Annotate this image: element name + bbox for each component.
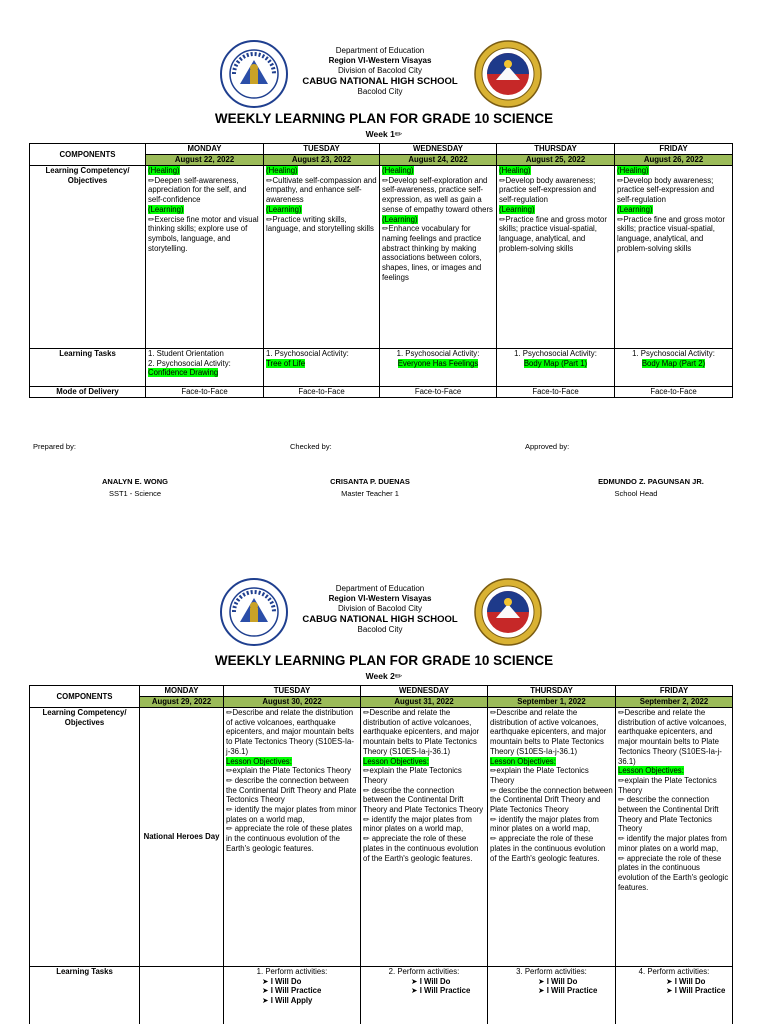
- department-line: Department of Education: [335, 584, 425, 593]
- date-cell: September 1, 2022: [488, 697, 616, 708]
- learning-tag: (Learning): [266, 204, 302, 214]
- competency-label: Learning Competency/ Objectives: [30, 708, 140, 967]
- pencil-icon: ✏: [148, 214, 155, 224]
- arrow-icon: ➤: [411, 986, 420, 996]
- lesson-objectives-tag: Lesson Objectives:: [618, 766, 684, 776]
- prepared-role: SST1 - Science: [108, 489, 162, 498]
- task-item: 2. Perform activities:: [388, 967, 460, 976]
- task-item: 1. Psychosocial Activity:: [514, 349, 597, 358]
- pencil-icon: ✏: [490, 785, 497, 795]
- competency-text: Describe and relate the distribution of active volcanoes, earthquake epicenters, and major mountain belts to Plate Tectonics Theory (S10ES-Ia-j-36.1): [363, 708, 480, 756]
- date-cell: August 29, 2022: [140, 697, 224, 708]
- task-cell: [361, 967, 488, 1024]
- task-cell-empty: [140, 967, 224, 1024]
- school-name: CABUG NATIONAL HIGH SCHOOL: [302, 614, 458, 625]
- learning-objective: Practice fine and gross motor skills; practice visual-spatial, language, analytical, and problem-solving skills: [617, 214, 725, 253]
- objective-item: identify the major plates from minor plates on a world map,: [490, 814, 599, 834]
- pencil-icon: ✏: [266, 214, 273, 224]
- activity-name: Everyone Has Feelings: [397, 358, 479, 368]
- learning-objective: Practice fine and gross motor skills; practice visual-spatial, language, analytical, and problem-solving skills: [499, 214, 607, 253]
- objective-item: identify the major plates from minor plates on a world map,: [226, 805, 357, 824]
- day-tuesday: TUESDAY: [224, 686, 361, 697]
- prepared-by-label: Prepared by:: [33, 442, 76, 451]
- approved-role: School Head: [614, 489, 658, 498]
- day-monday: MONDAY: [140, 686, 224, 697]
- mode-cell: Face-to-Face: [380, 387, 497, 398]
- task-cell: [615, 349, 733, 387]
- lesson-objectives-tag: Lesson Objectives:: [490, 756, 556, 766]
- learning-tag: (Learning): [617, 204, 653, 214]
- tasks-row: [30, 967, 733, 1024]
- mode-cell: Face-to-Face: [497, 387, 615, 398]
- learning-objective: Exercise fine motor and visual thinking skills; explore use of symbols, language, and storytelling.: [148, 214, 259, 253]
- task-sub-label: I Will Do: [270, 976, 302, 986]
- date-cell: August 30, 2022: [224, 697, 361, 708]
- healing-tag: (Healing): [499, 166, 531, 175]
- competency-cell: [224, 708, 361, 967]
- competency-cell: [146, 166, 264, 349]
- date-cell: August 22, 2022: [146, 155, 264, 166]
- pencil-icon: ✏: [618, 834, 625, 844]
- task-sub-label: I Will Practice: [674, 986, 726, 996]
- competency-text: Describe and relate the distribution of active volcanoes, earthquake epicenters, and major mountain belts to Plate Tectonics Theory (S10ES-Ia-j-36.1): [618, 708, 727, 766]
- healing-tag: (Healing): [148, 166, 180, 175]
- pencil-icon: ✏: [617, 214, 624, 224]
- task-item: 1. Perform activities:: [256, 967, 328, 976]
- date-cell: August 23, 2022: [264, 155, 380, 166]
- pencil-icon: ✏: [226, 708, 233, 717]
- city-line: Bacolod City: [357, 87, 403, 96]
- task-cell: [264, 349, 380, 387]
- holiday-cell: National Heroes Day: [140, 708, 224, 967]
- mode-cell: Face-to-Face: [146, 387, 264, 398]
- tasks-label: Learning Tasks: [30, 349, 146, 387]
- competency-text: Describe and relate the distribution of active volcanoes, earthquake epicenters, and major mountain belts to Plate Tectonics Theory (S10ES-Ia-j-36.1): [226, 708, 354, 756]
- day-header-row: [30, 144, 733, 155]
- task-item: 1. Psychosocial Activity:: [266, 349, 349, 358]
- task-cell: [616, 967, 733, 1024]
- letterhead-text: [280, 584, 480, 635]
- task-sub-item: [363, 977, 485, 987]
- learning-objective: Practice writing skills, language, and storytelling skills: [266, 214, 374, 234]
- task-item: 4. Perform activities:: [638, 967, 710, 976]
- task-item: 1. Psychosocial Activity:: [396, 349, 480, 358]
- school-seal-icon: [474, 578, 542, 646]
- school-seal-icon: [474, 40, 542, 108]
- healing-objective: Deepen self-awareness, appreciation for the self, and self-confidence: [148, 175, 247, 205]
- competency-cell: [497, 166, 615, 349]
- pencil-icon: ✏: [618, 775, 625, 785]
- day-friday: FRIDAY: [616, 686, 733, 697]
- pencil-icon: ✏: [382, 224, 389, 234]
- activity-name: Body Map (Part 2): [641, 358, 706, 368]
- competency-cell: [361, 708, 488, 967]
- task-sub-label: I Will Do: [546, 976, 578, 986]
- letterhead-text: [280, 46, 480, 97]
- deped-seal-icon: [220, 578, 288, 646]
- arrow-icon: ➤: [262, 996, 271, 1006]
- day-friday: FRIDAY: [615, 144, 733, 155]
- competency-cell: [264, 166, 380, 349]
- pencil-icon: ✏: [490, 766, 497, 776]
- pencil-icon: ✏: [490, 708, 497, 717]
- competency-row: [30, 708, 733, 967]
- pencil-icon: ✏: [618, 853, 625, 863]
- pencil-icon: ✏: [363, 814, 370, 824]
- arrow-icon: ➤: [262, 976, 271, 986]
- pencil-icon: ✏: [618, 795, 625, 805]
- pencil-icon: ✏: [266, 175, 273, 185]
- task-cell: [380, 349, 497, 387]
- day-thursday: THURSDAY: [497, 144, 615, 155]
- checked-role: Master Teacher 1: [341, 489, 399, 498]
- competency-cell: [488, 708, 616, 967]
- task-sub-item: [618, 977, 730, 987]
- objective-item: describe the connection between the Continental Drift Theory and Plate Tectonics Theory: [226, 775, 357, 805]
- task-item: 1. Psychosocial Activity:: [632, 349, 715, 358]
- day-wednesday: WEDNESDAY: [361, 686, 488, 697]
- objective-item: describe the connection between the Continental Drift Theory and Plate Tectonics Theory: [490, 785, 613, 815]
- objective-item: appreciate the role of these plates in the continuous evolution of the Earth's geologic features.: [363, 834, 479, 863]
- healing-objective: Develop self-exploration and self-awareness, practice self-expression, as well as gain a sense of empathy toward others: [382, 175, 493, 214]
- week-number: Week 2: [365, 671, 395, 681]
- arrow-icon: ➤: [666, 986, 675, 996]
- task-sub-item: [226, 977, 358, 987]
- date-cell: August 26, 2022: [615, 155, 733, 166]
- mode-label: Mode of Delivery: [30, 387, 146, 398]
- healing-objective: Develop body awareness; practice self-expression and self-regulation: [499, 175, 597, 205]
- arrow-icon: ➤: [411, 976, 420, 986]
- mode-row: [30, 387, 733, 398]
- pencil-icon: ✏: [617, 175, 624, 185]
- learning-tag: (Learning): [382, 214, 418, 224]
- competency-text: Describe and relate the distribution of active volcanoes, earthquake epicenters, and major mountain belts to Plate Tectonics Theory (S10ES-Ia-j-36.1): [490, 708, 607, 756]
- task-sub-label: I Will Practice: [546, 986, 598, 996]
- learning-tag: (Learning): [499, 204, 535, 214]
- task-sub-label: I Will Practice: [270, 986, 322, 996]
- city-line: Bacolod City: [357, 625, 403, 634]
- competency-cell: [616, 708, 733, 967]
- tasks-label: Learning Tasks: [30, 967, 140, 1024]
- pencil-icon: ✏: [490, 834, 497, 844]
- arrow-icon: ➤: [538, 976, 547, 986]
- pencil-icon: ✏: [363, 766, 370, 776]
- objective-item: explain the Plate Tectonics Theory: [232, 766, 352, 776]
- school-name: CABUG NATIONAL HIGH SCHOOL: [302, 76, 458, 87]
- pencil-icon: ✏: [382, 175, 389, 185]
- checked-name: CRISANTA P. DUENAS: [330, 477, 410, 486]
- date-cell: September 2, 2022: [616, 697, 733, 708]
- task-cell: [146, 349, 264, 387]
- date-cell: August 25, 2022: [497, 155, 615, 166]
- competency-label: Learning Competency/ Objectives: [30, 166, 146, 349]
- pencil-icon: ✏: [363, 785, 370, 795]
- activity-name: Body Map (Part 1): [523, 358, 588, 368]
- pencil-icon: ✏: [394, 129, 403, 139]
- competency-cell: [615, 166, 733, 349]
- week-label: [0, 671, 768, 682]
- document-title: WEEKLY LEARNING PLAN FOR GRADE 10 SCIENCE: [214, 653, 554, 668]
- objective-item: explain the Plate Tectonics Theory: [363, 766, 462, 785]
- checked-by-label: Checked by:: [290, 442, 332, 451]
- task-item: 1. Student Orientation: [148, 349, 224, 358]
- objective-item: identify the major plates from minor plates on a world map,: [618, 834, 727, 853]
- pencil-icon: ✏: [226, 766, 233, 776]
- components-header: COMPONENTS: [30, 144, 146, 166]
- day-tuesday: TUESDAY: [264, 144, 380, 155]
- day-thursday: THURSDAY: [488, 686, 616, 697]
- task-cell: [488, 967, 616, 1024]
- learning-tag: (Learning): [148, 204, 184, 214]
- objective-item: identify the major plates from minor plates on a world map,: [363, 814, 472, 834]
- pencil-icon: ✏: [499, 214, 506, 224]
- task-item: 2. Psychosocial Activity:: [148, 358, 231, 368]
- task-cell: [497, 349, 615, 387]
- week-number: Week 1: [365, 129, 395, 139]
- pencil-icon: ✏: [226, 775, 233, 785]
- activity-name: Confidence Drawing: [148, 368, 219, 378]
- task-sub-label: I Will Do: [419, 976, 451, 986]
- arrow-icon: ➤: [538, 986, 547, 996]
- competency-cell: [380, 166, 497, 349]
- learning-objective: Enhance vocabulary for naming feelings and practice abstract thinking by making associations between colors, shapes, lines, or images and feelings: [382, 224, 482, 282]
- activity-name: Tree of Life: [266, 358, 306, 368]
- pencil-icon: ✏: [363, 834, 370, 844]
- healing-tag: (Healing): [617, 166, 649, 175]
- task-sub-item: [226, 986, 358, 996]
- task-sub-label: I Will Do: [674, 976, 706, 986]
- week-2-table: [29, 685, 733, 1024]
- task-cell: [224, 967, 361, 1024]
- task-sub-item: [490, 977, 613, 987]
- date-cell: August 24, 2022: [380, 155, 497, 166]
- task-item: 3. Perform activities:: [516, 967, 587, 976]
- lesson-objectives-tag: Lesson Objectives:: [363, 756, 429, 766]
- region-line: Region VI-Western Visayas: [328, 594, 432, 603]
- tasks-row: [30, 349, 733, 387]
- division-line: Division of Bacolod City: [337, 604, 423, 613]
- objective-item: describe the connection between the Continental Drift Theory and Plate Tectonics Theory: [363, 785, 484, 815]
- task-sub-label: I Will Apply: [270, 996, 313, 1006]
- objective-item: describe the connection between the Continental Drift Theory and Plate Tectonics Theory: [618, 795, 719, 834]
- arrow-icon: ➤: [666, 976, 675, 986]
- healing-objective: Cultivate self-compassion and empathy, and enhance self-awareness: [266, 175, 377, 205]
- task-sub-item: [363, 986, 485, 996]
- task-sub-item: [226, 996, 358, 1006]
- day-wednesday: WEDNESDAY: [380, 144, 497, 155]
- components-header: COMPONENTS: [30, 686, 140, 708]
- region-line: Region VI-Western Visayas: [328, 56, 432, 65]
- document-title: WEEKLY LEARNING PLAN FOR GRADE 10 SCIENCE: [214, 111, 554, 126]
- objective-item: explain the Plate Tectonics Theory: [490, 766, 589, 785]
- pencil-icon: ✏: [394, 671, 403, 681]
- objective-item: appreciate the role of these plates in the continuous evolution of the Earth's geologic features.: [226, 824, 353, 853]
- week-1-table: [29, 143, 733, 398]
- deped-seal-icon: [220, 40, 288, 108]
- department-line: Department of Education: [335, 46, 425, 55]
- pencil-icon: ✏: [490, 814, 497, 824]
- page-week-2: [0, 566, 768, 1024]
- date-cell: August 31, 2022: [361, 697, 488, 708]
- pencil-icon: ✏: [499, 175, 506, 185]
- objective-item: appreciate the role of these plates in the continuous evolution of the Earth's geologic features.: [618, 853, 729, 892]
- lesson-objectives-tag: Lesson Objectives:: [226, 756, 292, 766]
- mode-cell: Face-to-Face: [615, 387, 733, 398]
- week-label: [0, 129, 768, 140]
- day-header-row: [30, 686, 733, 697]
- day-monday: MONDAY: [146, 144, 264, 155]
- healing-tag: (Healing): [266, 166, 298, 175]
- prepared-name: ANALYN E. WONG: [102, 477, 168, 486]
- pencil-icon: ✏: [148, 175, 155, 185]
- division-line: Division of Bacolod City: [337, 66, 423, 75]
- pencil-icon: ✏: [618, 708, 625, 717]
- approved-name: EDMUNDO Z. PAGUNSAN JR.: [598, 477, 704, 486]
- pencil-icon: ✏: [363, 708, 370, 717]
- pencil-icon: ✏: [226, 805, 233, 815]
- task-sub-label: I Will Practice: [419, 986, 471, 996]
- healing-objective: Develop body awareness; practice self-expression and self-regulation: [617, 175, 715, 205]
- healing-tag: (Healing): [382, 166, 414, 175]
- approved-by-label: Approved by:: [525, 442, 570, 451]
- pencil-icon: ✏: [226, 824, 233, 834]
- arrow-icon: ➤: [262, 986, 271, 996]
- task-sub-item: [618, 986, 730, 996]
- competency-row: [30, 166, 733, 349]
- objective-item: explain the Plate Tectonics Theory: [618, 775, 717, 795]
- objective-item: appreciate the role of these plates in the continuous evolution of the Earth's geologic features.: [490, 834, 606, 863]
- task-sub-item: [490, 986, 613, 996]
- mode-cell: Face-to-Face: [264, 387, 380, 398]
